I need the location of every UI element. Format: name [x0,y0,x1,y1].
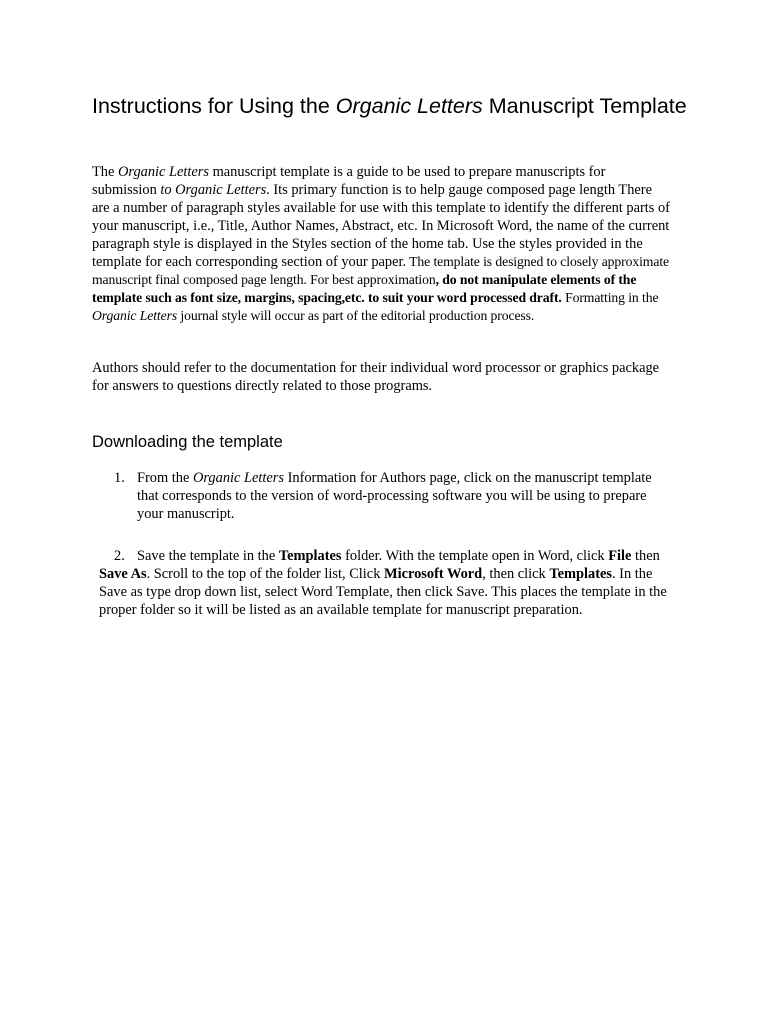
intro-bold-warning: , do not manipulate elements of the template such as font size, margins, spacing,etc. to suit your word processed draft. [92,272,637,305]
list-item-text: Save the template in the Templates folder. With the template open in Word, click File then Save As. Scroll to the top of the folder list, Click Microsoft Word, then click Templates. In the Save as type drop down list, select Word Template, then click Save. This places the template in the proper folder so it will be listed as an available template for manuscript preparation. [99,548,667,618]
list-item-text: From the Organic Letters Information for Authors page, click on the manuscript template that corresponds to the version of word-processing software you will be using to prepare your manuscript. [137,470,652,522]
list-number: 1. [114,470,125,486]
list-item [114,469,674,523]
title-journal-name: Organic Letters [335,94,483,118]
list-number: 2. [114,548,125,564]
page-title: Instructions for Using the Organic Letters Manuscript Template [92,94,687,118]
intro-paragraph: The Organic Letters manuscript template is a guide to be used to prepare manuscripts for submission to Organic Letters. Its primary function is to help gauge composed page length There are a number of paragraph styles available for use with this template to identify the different parts of your manuscript, i.e., Title, Author Names, Abstract, etc. In Microsoft Word, the name of the current paragraph style is displayed in the Styles section of the home tab. Use the styles provided in the template for each corresponding section of your paper. The template is designed to closely approximate manuscript final composed page length. For best approximation, do not manipulate elements of the template such as font size, margins, spacing,etc. to suit your word processed draft. Formatting in the Organic Letters journal style will occur as part of the editorial production process. [92,164,670,323]
intro-tight-text: The template is designed to closely approximate manuscript final composed page length. For best approximation, do not manipulate elements of the template such as font size, margins, spacing,etc. to suit your word processed draft. Formatting in the Organic Letters journal style will occur as part of the editorial production process. [92,254,669,323]
documentation-paragraph: Authors should refer to the documentation for their individual word processor or graphics package for answers to questions directly related to those programs. [92,360,660,394]
list-item [99,547,674,619]
section-heading: Downloading the template [92,433,283,451]
